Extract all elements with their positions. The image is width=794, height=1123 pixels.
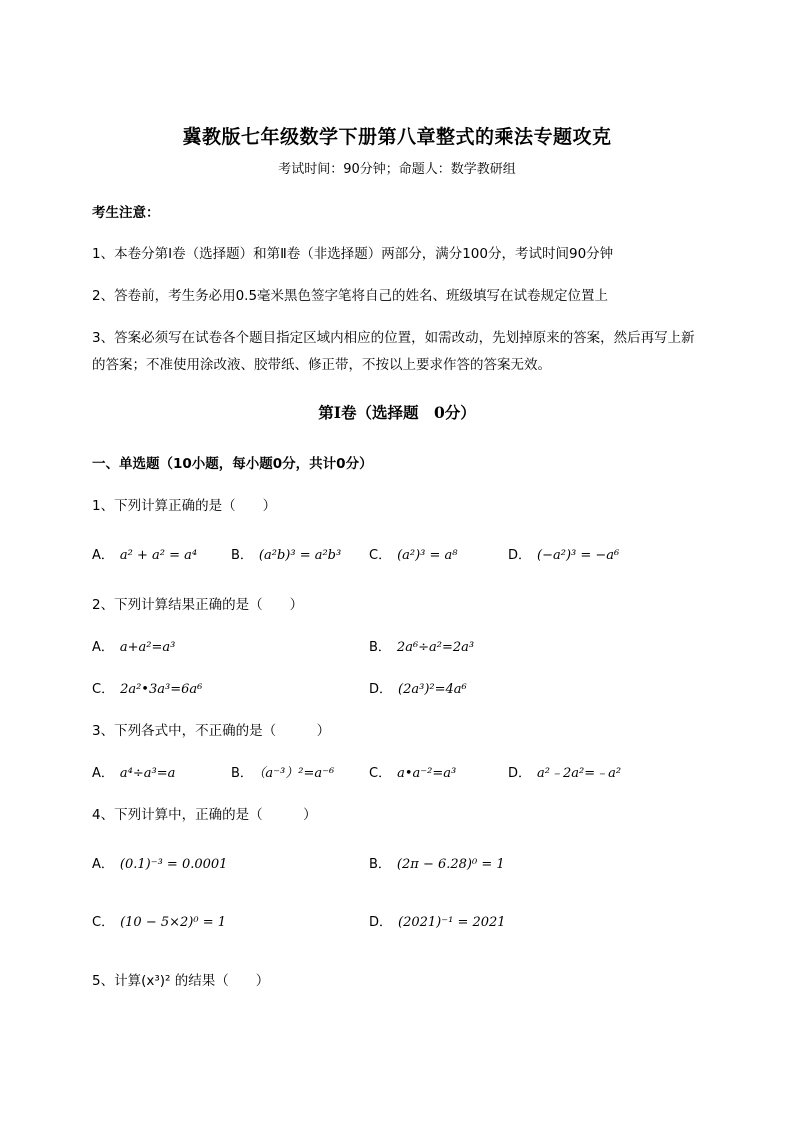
question-3-stem: 3、下列各式中，不正确的是（ ） <box>92 723 331 739</box>
option-label: C． <box>369 766 392 781</box>
section-title: 第I卷（选择题 0分） <box>318 403 476 422</box>
question-2-option-c <box>92 678 202 697</box>
option-label: A． <box>92 857 114 872</box>
question-1-option-c <box>369 544 458 563</box>
option-expression: 2a⁶÷a²=2a³ <box>396 640 475 655</box>
option-expression: (0.1)⁻³ = 0.0001 <box>119 857 228 872</box>
question-2-stem: 2、下列计算结果正确的是（ ） <box>92 597 304 613</box>
notice-heading: 考生注意： <box>92 205 160 221</box>
option-expression: (a²b)³ = a²b³ <box>258 548 342 563</box>
exam-subtitle: 考试时间：90分钟；命题人：数学教研组 <box>278 162 516 177</box>
question-3-option-d <box>508 762 621 781</box>
option-label: D． <box>369 682 393 697</box>
option-expression: a²﹣2a²=﹣a² <box>537 766 622 781</box>
notice-item-3: 3、答案必须写在试卷各个题目指定区域内相应的位置，如需改动，先划掉原来的答案，然后再写上新 <box>92 330 695 346</box>
question-4-option-b <box>369 853 505 872</box>
question-2-option-d <box>369 678 467 697</box>
question-2-option-b <box>369 636 474 655</box>
option-expression: a⁴÷a³=a <box>119 766 176 781</box>
option-expression: (2π − 6.28)⁰ = 1 <box>396 857 505 872</box>
option-expression: a•a⁻²=a³ <box>397 766 457 781</box>
option-label: B． <box>369 857 391 872</box>
question-3-option-b <box>231 762 334 781</box>
question-4-option-d <box>369 911 506 930</box>
option-label: C． <box>92 915 115 930</box>
question-4-option-c <box>92 911 226 930</box>
question-4-option-a <box>92 853 227 872</box>
question-1-option-d <box>508 544 619 563</box>
option-label: D． <box>508 766 532 781</box>
notice-item-1: 1、本卷分第I卷（选择题）和第Ⅱ卷（非选择题）两部分，满分100分，考试时间90分钟 <box>92 246 614 262</box>
option-expression: (10 − 5×2)⁰ = 1 <box>120 915 226 930</box>
option-label: B． <box>231 766 253 781</box>
part-heading: 一、单选题（10小题，每小题0分，共计0分） <box>92 456 373 472</box>
exam-title: 冀教版七年级数学下册第八章整式的乘法专题攻克 <box>182 126 612 148</box>
option-expression: (2021)⁻¹ = 2021 <box>398 915 506 930</box>
question-3-option-a <box>92 762 175 781</box>
notice-item-3-continued: 的答案；不准使用涂改液、胶带纸、修正带，不按以上要求作答的答案无效。 <box>92 357 551 373</box>
option-label: A． <box>92 640 114 655</box>
option-label: C． <box>92 682 115 697</box>
option-label: B． <box>369 640 391 655</box>
question-4-stem: 4、下列计算中，正确的是（ ） <box>92 807 317 823</box>
option-expression: (a²)³ = a⁸ <box>397 548 458 563</box>
notice-item-2: 2、答卷前，考生务必用0.5毫米黑色签字笔将自己的姓名、班级填写在试卷规定位置上 <box>92 288 609 304</box>
option-expression: a² + a² = a⁴ <box>119 548 198 563</box>
question-1-stem: 1、下列计算正确的是（ ） <box>92 498 277 514</box>
option-label: D． <box>508 548 532 563</box>
question-2-option-a <box>92 636 175 655</box>
option-label: A． <box>92 766 114 781</box>
option-expression: (2a³)²=4a⁶ <box>398 682 467 697</box>
option-label: B． <box>231 548 253 563</box>
question-1-option-b <box>231 544 341 563</box>
option-expression: a+a²=a³ <box>119 640 176 655</box>
option-label: D． <box>369 915 393 930</box>
option-expression: (−a²)³ = −a⁶ <box>537 548 620 563</box>
question-5-stem: 5、计算(x³)² 的结果（ ） <box>92 973 270 989</box>
option-label: C． <box>369 548 392 563</box>
question-3-option-c <box>369 762 456 781</box>
question-1-option-a <box>92 544 197 563</box>
option-expression: 2a²•3a³=6a⁶ <box>120 682 203 697</box>
option-expression: （a⁻³）²=a⁻⁶ <box>258 766 335 781</box>
option-label: A． <box>92 548 114 563</box>
